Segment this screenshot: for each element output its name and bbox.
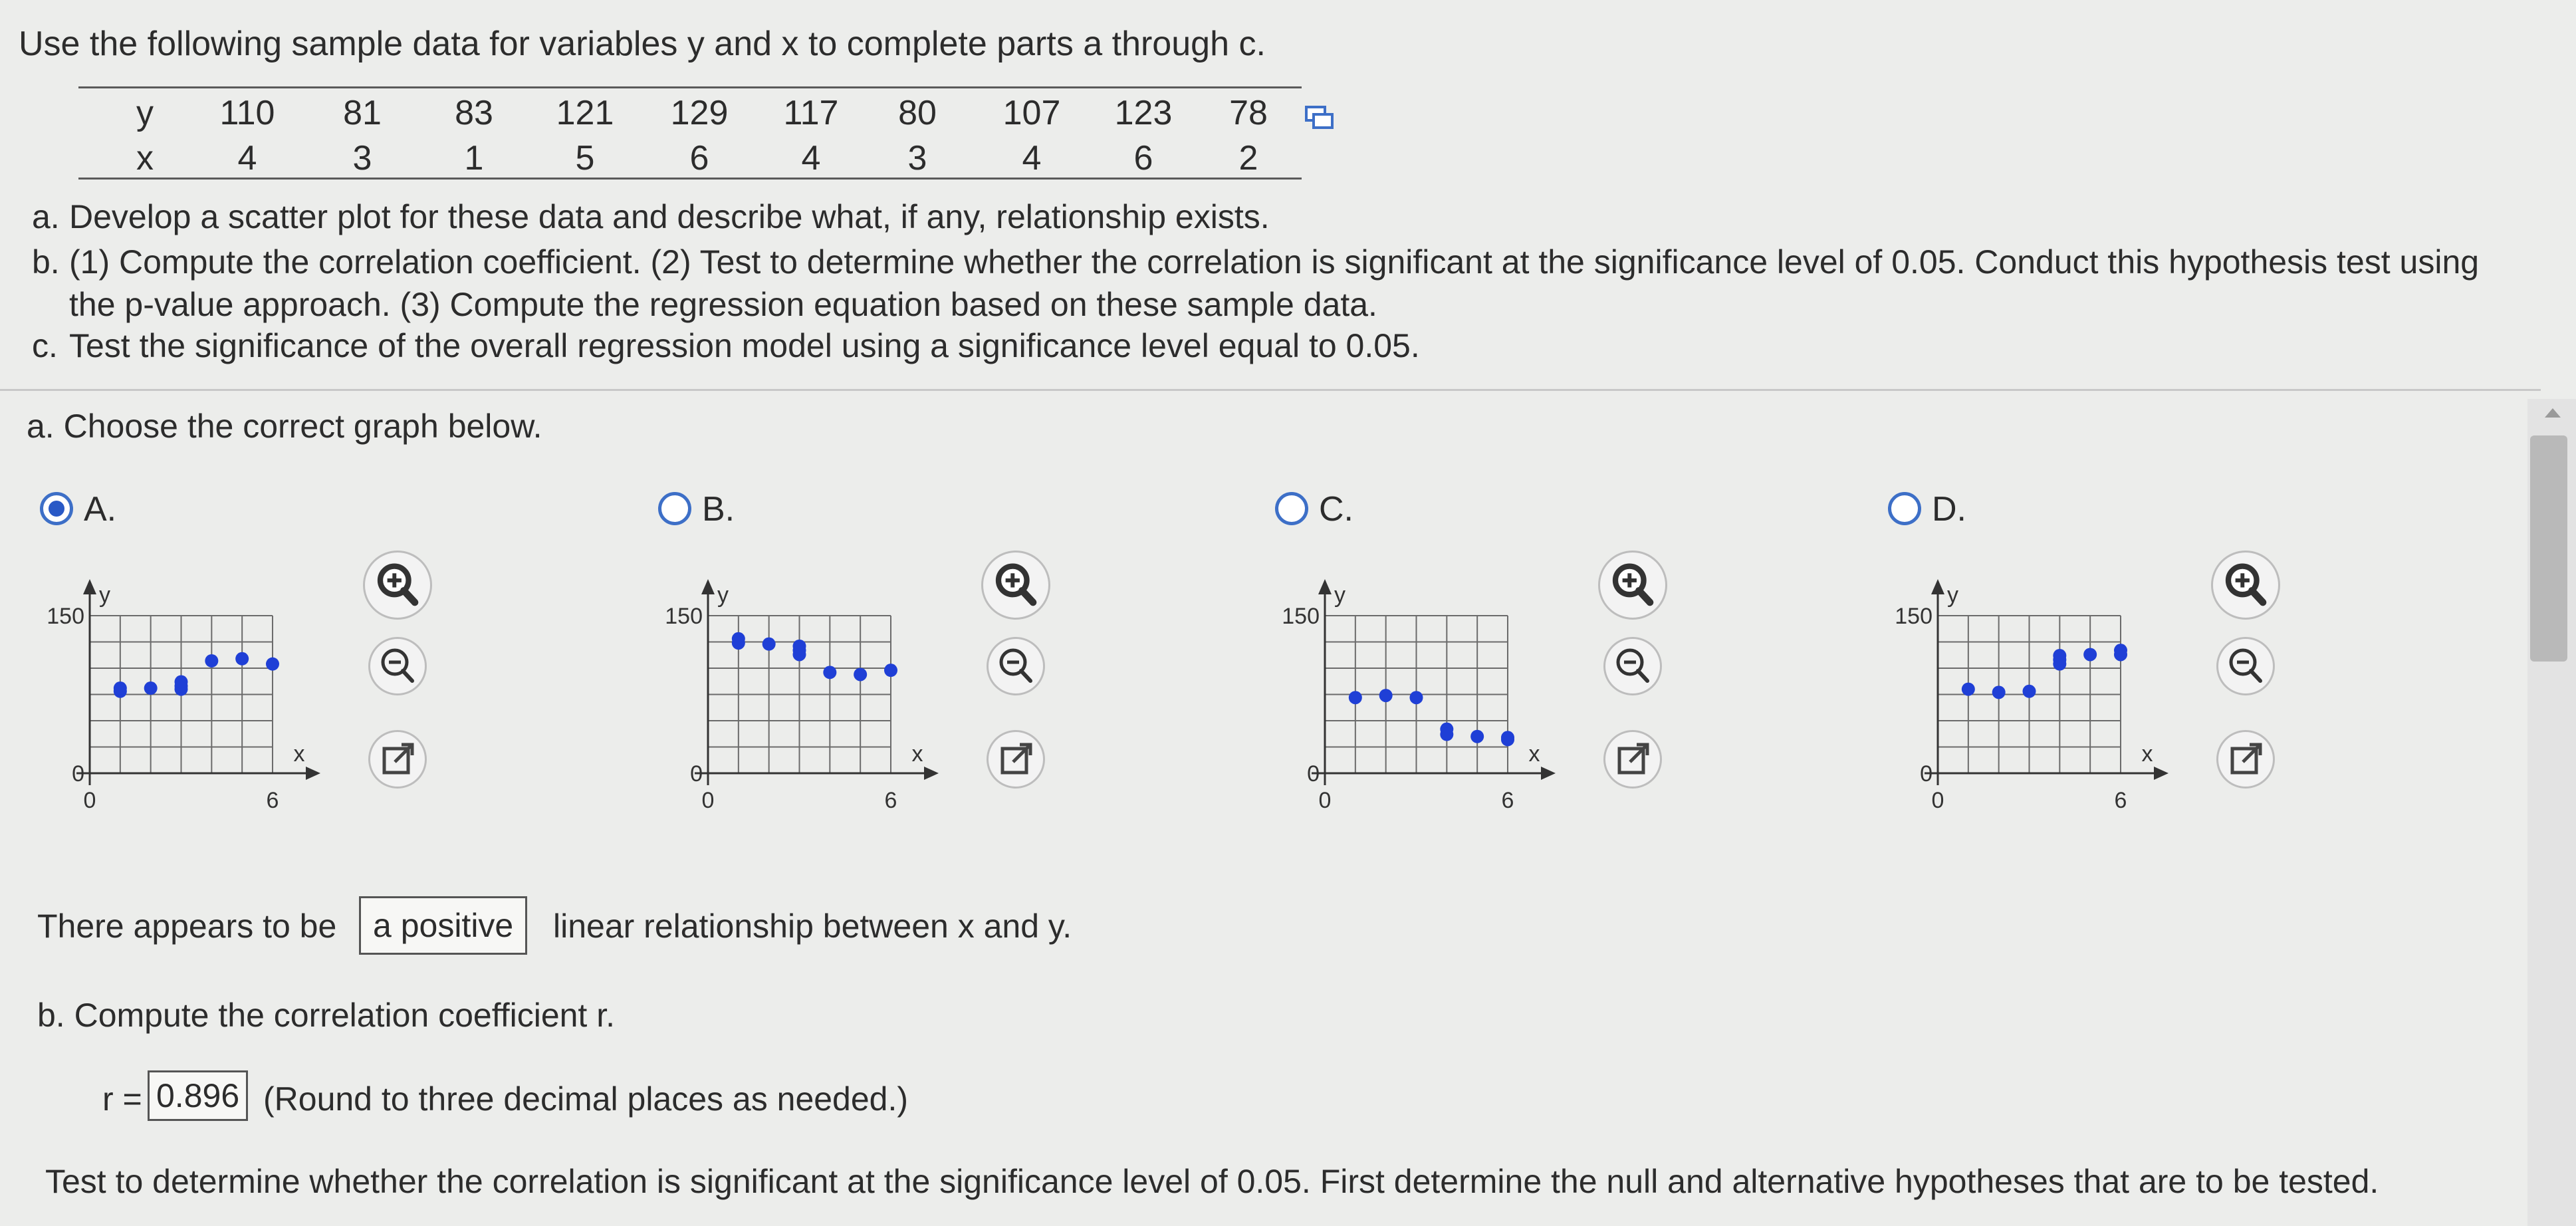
y-tick-label-0: 0 <box>1307 761 1320 787</box>
x-tick-label-6: 6 <box>884 788 897 813</box>
option-a-label[interactable]: A. <box>84 490 117 529</box>
popout-button[interactable] <box>1603 730 1662 789</box>
scatter-point <box>1410 691 1423 704</box>
option-b-label[interactable]: B. <box>702 490 735 529</box>
scatter-point <box>793 648 806 661</box>
table-y-value: 80 <box>898 94 937 132</box>
zoom-out-button[interactable] <box>1603 637 1662 695</box>
zoom-out-button[interactable] <box>987 637 1045 695</box>
zoom-in-icon <box>981 551 1050 620</box>
table-y-value: 83 <box>455 94 493 132</box>
popout-icon <box>987 730 1045 789</box>
x-tick-label-6: 6 <box>1501 788 1514 813</box>
scatter-point <box>854 668 867 681</box>
x-tick-label-6: 6 <box>2114 788 2127 813</box>
scatter-point <box>1470 730 1484 743</box>
question-a-text: a. Choose the correct graph below. <box>27 408 542 445</box>
table-x-value: 4 <box>801 139 821 178</box>
table-x-value: 4 <box>1022 139 1042 178</box>
scatter-point <box>205 654 218 668</box>
scatter-point <box>1349 691 1362 704</box>
scatter-point <box>732 636 745 650</box>
part-b-text-line1: (1) Compute the correlation coefficient. (2) Test to determine whether the correlation is significant at the significance level of 0.05. Conduct this hypothesis test using <box>69 243 2480 281</box>
zoom-out-button[interactable] <box>368 637 427 695</box>
zoom-out-icon <box>1603 637 1662 695</box>
table-y-value: 78 <box>1229 94 1268 132</box>
scrollbar-thumb[interactable] <box>2530 435 2567 662</box>
x-tick-label-0: 0 <box>701 788 715 813</box>
x-tick-label-0: 0 <box>1931 788 1944 813</box>
zoom-out-button[interactable] <box>2216 637 2275 695</box>
option-c-label[interactable]: C. <box>1319 490 1353 529</box>
table-x-value: 6 <box>689 139 709 178</box>
table-y-label: y <box>136 94 154 132</box>
x-axis-label: x <box>2141 741 2153 767</box>
y-axis-label: y <box>717 582 729 608</box>
popout-button[interactable] <box>987 730 1045 789</box>
zoom-in-button[interactable] <box>363 551 432 620</box>
x-tick-label-0: 0 <box>1318 788 1332 813</box>
graph-axes <box>1312 579 1556 785</box>
zoom-in-button[interactable] <box>2211 551 2280 620</box>
y-tick-label-150: 150 <box>1282 604 1320 629</box>
scatter-point <box>266 658 279 671</box>
zoom-out-icon <box>2216 637 2275 695</box>
scatter-point <box>2083 648 2097 661</box>
scatter-point <box>1992 685 2006 699</box>
relationship-suffix: linear relationship between x and y. <box>553 908 1072 945</box>
table-y-value: 123 <box>1114 94 1173 132</box>
table-x-value: 3 <box>352 139 372 178</box>
r-prefix: r = <box>102 1080 142 1118</box>
table-x-value: 2 <box>1238 139 1258 178</box>
popout-button[interactable] <box>2216 730 2275 789</box>
part-c-text: Test the significance of the overall regression model using a significance level equal to 0.05. <box>69 327 1420 364</box>
scatter-point <box>2114 644 2127 657</box>
table-y-value: 129 <box>670 94 729 132</box>
scatter-point <box>1440 728 1453 741</box>
table-x-value: 3 <box>907 139 927 178</box>
popout-icon <box>368 730 427 789</box>
part-b-text-line2: the p-value approach. (3) Compute the regression equation based on these sample data. <box>69 286 1377 323</box>
option-c-radio[interactable] <box>1275 492 1308 525</box>
question-b-text: b. Compute the correlation coefficient r. <box>37 997 615 1034</box>
zoom-in-button[interactable] <box>981 551 1050 620</box>
scatter-point <box>762 638 776 651</box>
option-b-scatter-plot <box>618 552 951 831</box>
table-y-value: 110 <box>219 94 275 132</box>
section-divider <box>0 389 2541 391</box>
option-a-scatter-plot <box>0 552 332 831</box>
instructions-text: Use the following sample data for variables y and x to complete parts a through c. <box>19 25 1266 63</box>
popout-icon <box>2216 730 2275 789</box>
y-tick-label-0: 0 <box>72 761 84 787</box>
table-x-value: 4 <box>237 139 257 178</box>
table-y-value: 81 <box>343 94 382 132</box>
zoom-out-icon <box>987 637 1045 695</box>
r-rounding-note: (Round to three decimal places as needed.) <box>263 1080 909 1118</box>
table-x-value: 5 <box>575 139 595 178</box>
test-instructions-text: Test to determine whether the correlation is significant at the significance level of 0.05. First determine the null and alternative hypotheses that are to be tested. <box>45 1163 2379 1200</box>
scatter-point <box>1379 689 1393 702</box>
relationship-answer-box[interactable]: a positive <box>359 896 527 955</box>
scatter-point <box>884 664 897 677</box>
scatter-point <box>1962 683 1975 696</box>
scatter-point <box>823 666 836 679</box>
zoom-out-icon <box>368 637 427 695</box>
x-axis-label: x <box>293 741 305 767</box>
popout-button[interactable] <box>368 730 427 789</box>
part-a-letter: a. <box>32 198 60 235</box>
table-y-value: 107 <box>1002 94 1061 132</box>
y-tick-label-150: 150 <box>665 604 703 629</box>
scatter-point <box>235 652 249 666</box>
copy-table-icon[interactable] <box>1304 105 1334 130</box>
scatter-point <box>144 681 158 695</box>
option-a-radio[interactable] <box>40 492 73 525</box>
table-y-value: 117 <box>783 94 839 132</box>
y-tick-label-150: 150 <box>1895 604 1932 629</box>
x-axis-label: x <box>911 741 923 767</box>
option-d-label[interactable]: D. <box>1932 490 1966 529</box>
table-top-rule <box>78 86 1302 88</box>
scatter-point <box>114 681 127 695</box>
option-d-radio[interactable] <box>1888 492 1921 525</box>
part-c-letter: c. <box>32 327 58 364</box>
scatter-point <box>2053 649 2066 662</box>
y-tick-label-0: 0 <box>1920 761 1932 787</box>
option-b-radio[interactable] <box>658 492 691 525</box>
scroll-up-arrow[interactable] <box>2545 408 2561 418</box>
zoom-in-button[interactable] <box>1598 551 1667 620</box>
zoom-in-icon <box>1598 551 1667 620</box>
y-axis-label: y <box>1334 582 1346 608</box>
table-x-value: 1 <box>464 139 484 178</box>
graph-axes <box>76 579 320 785</box>
table-y-value: 121 <box>556 94 614 132</box>
zoom-in-icon <box>363 551 432 620</box>
y-tick-label-0: 0 <box>690 761 703 787</box>
x-tick-label-6: 6 <box>266 788 279 813</box>
zoom-in-icon <box>2211 551 2280 620</box>
option-d-scatter-plot <box>1848 552 2180 831</box>
y-axis-label: y <box>99 582 110 608</box>
part-a-text: Develop a scatter plot for these data and describe what, if any, relationship exists. <box>69 198 1270 235</box>
scatter-point <box>1501 731 1514 744</box>
part-b-letter: b. <box>32 243 60 281</box>
option-c-scatter-plot <box>1235 552 1568 831</box>
x-tick-label-0: 0 <box>83 788 96 813</box>
y-axis-label: y <box>1947 582 1958 608</box>
y-tick-label-150: 150 <box>47 604 84 629</box>
scatter-point <box>2023 685 2036 698</box>
scatter-point <box>175 675 188 689</box>
x-axis-label: x <box>1528 741 1540 767</box>
table-x-value: 6 <box>1133 139 1153 178</box>
relationship-prefix: There appears to be <box>37 908 337 945</box>
popout-icon <box>1603 730 1662 789</box>
table-x-label: x <box>136 139 154 178</box>
graph-axes <box>695 579 939 785</box>
graph-axes <box>1925 579 2168 785</box>
r-answer-box[interactable]: 0.896 <box>148 1070 248 1121</box>
